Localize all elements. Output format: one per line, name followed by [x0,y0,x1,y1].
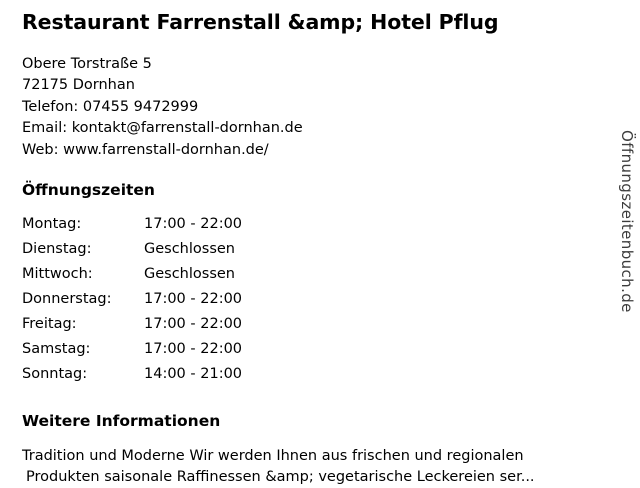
table-row [22,340,242,365]
day-label: Montag: [22,216,82,233]
table-row [22,215,242,240]
more-information-text [22,446,600,488]
day-hours: 17:00 - 22:00 [144,216,243,233]
more-information-heading: Weitere Informationen [22,412,221,431]
day-hours: 14:00 - 21:00 [144,366,243,383]
day-hours: 17:00 - 22:00 [144,291,243,308]
table-row [22,290,242,315]
day-label: Dienstag: [22,241,92,258]
table-row [22,315,242,340]
day-hours: 17:00 - 22:00 [144,341,243,358]
address-city: 72175 Dornhan [22,77,135,94]
phone-line: Telefon: 07455 9472999 [22,98,199,115]
website-line: Web: www.farrenstall-dornhan.de/ [22,141,269,158]
email-line: Email: kontakt@farrenstall-dornhan.de [22,120,303,137]
info-text-line-1: Tradition und Moderne Wir werden Ihnen aus frischen und regionalen [22,448,524,465]
table-row [22,240,242,265]
day-label: Freitag: [22,316,77,333]
day-label: Mittwoch: [22,266,93,283]
day-hours: 17:00 - 22:00 [144,316,243,333]
day-label: Samstag: [22,341,91,358]
content-column [22,10,602,488]
day-hours: Geschlossen [144,266,235,283]
watermark-label: Öffnungszeitenbuch.de [618,130,636,313]
address-block [22,54,602,162]
page-title: Restaurant Farrenstall &amp; Hotel Pflug [22,10,499,34]
address-street: Obere Torstraße 5 [22,55,152,72]
opening-hours-heading: Öffnungszeiten [22,181,155,200]
day-label: Sonntag: [22,366,88,383]
day-label: Donnerstag: [22,291,112,308]
info-text-line-2: Produkten saisonale Raffinessen &amp; vegetarische Leckereien ser... [26,469,535,486]
day-hours: Geschlossen [144,241,235,258]
opening-hours-table [22,215,242,390]
table-row [22,265,242,290]
table-row [22,365,242,390]
